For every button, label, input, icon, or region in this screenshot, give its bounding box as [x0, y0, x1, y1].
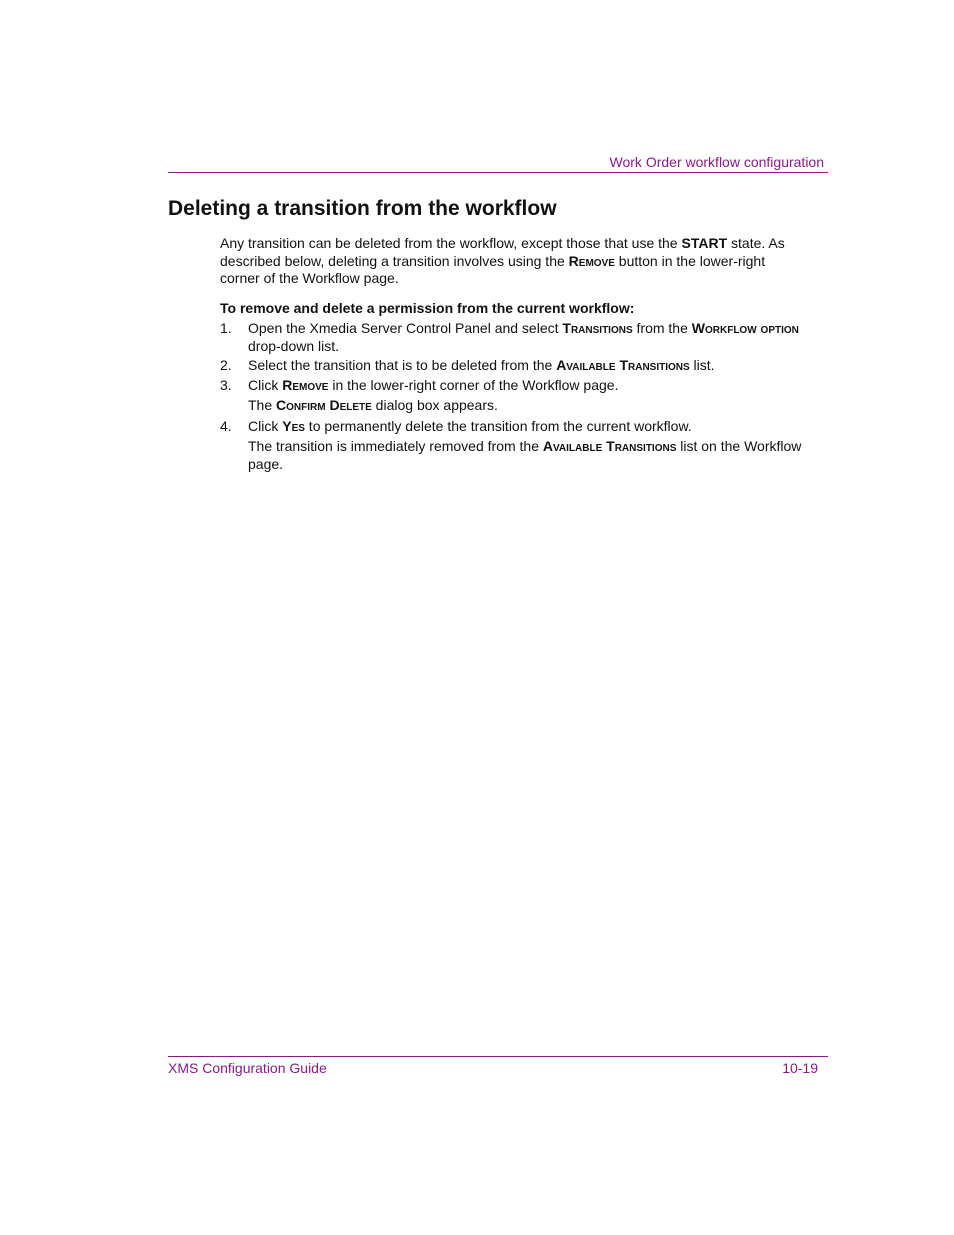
available-transitions-term: Available Transitions	[542, 438, 677, 454]
step-number: 3.	[220, 377, 232, 393]
result-text-part: The transition is immediately removed from the	[248, 438, 543, 454]
step-number: 2.	[220, 357, 232, 373]
intro-text-1: Any transition can be deleted from the workflow, except those that use the	[220, 235, 682, 251]
footer-guide-title: XMS Configuration Guide	[168, 1060, 327, 1076]
step-text-part: in the lower-right corner of the Workflow page.	[328, 377, 619, 393]
step-4	[220, 418, 820, 436]
step-1	[220, 320, 820, 355]
step-text-part: Click	[248, 377, 283, 393]
step-text	[248, 418, 820, 436]
step-text-part: drop-down list.	[248, 337, 340, 354]
transitions-term: Transitions	[562, 320, 633, 336]
intro-text-3: button in the lower-right corner of the Workflow page.	[220, 252, 766, 286]
step-text	[248, 320, 820, 355]
step-text	[248, 357, 820, 375]
step-text-part: from the	[632, 320, 692, 336]
step-2	[220, 357, 820, 375]
confirm-delete-term: Confirm Delete	[276, 397, 372, 413]
step-text	[248, 377, 820, 395]
header-divider	[168, 172, 828, 173]
result-text-part: The	[248, 397, 277, 413]
intro-text-2: state. As described below, deleting a transition involves using the	[220, 235, 785, 269]
procedure-heading: To remove and delete a permission from the current workflow:	[220, 300, 635, 316]
remove-term: Remove	[282, 377, 329, 393]
step-number: 4.	[220, 418, 232, 434]
workflow-option-term: Workflow option	[691, 320, 799, 336]
running-header: Work Order workflow configuration	[609, 154, 824, 170]
footer-page-number: 10-19	[782, 1060, 818, 1076]
result-text-part: dialog box appears.	[371, 397, 498, 413]
start-term: START	[681, 235, 728, 251]
section-heading: Deleting a transition from the workflow	[168, 197, 557, 220]
step-3-result	[248, 397, 808, 415]
step-text-part: Open the Xmedia Server Control Panel and select	[248, 320, 563, 336]
remove-term: Remove	[568, 252, 615, 269]
yes-term: Yes	[282, 418, 305, 434]
step-text-part: list.	[689, 357, 715, 373]
footer-divider	[168, 1056, 828, 1057]
step-text-part: Select the transition that is to be deleted from the	[248, 357, 557, 373]
step-4-result	[248, 438, 808, 473]
step-3	[220, 377, 820, 395]
result-text-part: list on the Workflow page.	[248, 438, 802, 472]
intro-paragraph	[220, 235, 790, 288]
step-number: 1.	[220, 320, 232, 336]
step-text-part: to permanently delete the transition from the current workflow.	[304, 418, 692, 434]
available-transitions-term: Available Transitions	[556, 357, 690, 373]
step-text-part: Click	[248, 418, 283, 434]
